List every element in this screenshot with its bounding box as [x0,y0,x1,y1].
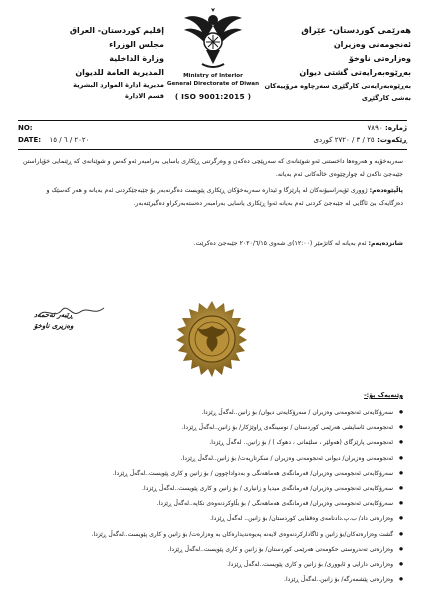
letterhead-kurdish [261,24,411,104]
body-paragraph-1 [22,155,403,181]
date-value: ٢٠٢٠ / ٦ / ١٥ [49,136,90,144]
paragraph-text: سەربەخۆیە و هەروەها داخستنی ئەو شوێنانەی کە سەرپێچی دەکەن و وەرگرتنی ڕێکاری یاسایی بەرامبەر ئەو کەس و شوێنانەی کە ڕێنمایی خۆپاراستن جێبەجێ ناکەن لە چوارچێوەی خاڵەکانی ئەم بەیانە. [22,158,403,178]
list-item: ● گشت وەزارەتەکان/بۆ زانین و ئاگادارکردنەوەی لایەنە پەیوەندیدارەکان بە وەزارەت/ بۆ زانین و کاری پێویست..لەگەڵ ڕێزدا. [22,527,403,542]
no-label: NO: [18,124,33,132]
ref-date-label: ڕێکەوت: [377,136,407,144]
copies-heading: وێنەیەک بۆ:- [364,392,403,399]
kurdish-line-5: بەڕێوەبەرایەتی کارگێڕی سەرچاوە مرۆییەکان [264,82,411,90]
number-value: ٧٨٩٠ [367,124,383,132]
kurdish-line-4: بەڕێوەبەرایەتی گشتی دیوان [299,68,411,77]
list-item: ● ئەنجومەنی پارێزگای (هەولێر ، سلێمانی ، دهوک ) / بۆ زانین.. لەگەڵ ڕێزدا. [22,435,403,450]
kurdistan-emblem-icon [182,6,244,72]
header-divider [18,120,407,121]
english-directorate: General Directorate of Diwan [166,81,260,87]
ref-row-number [18,124,407,136]
arabic-line-4: المديرية العامة للديوان [75,68,164,77]
date-field [18,136,89,144]
ref-date-field [308,136,407,144]
list-item: ● سەرۆکایەتی ئەنجومەنی وەزیران/ فەرمانگەی هەماهەنگی و بەدواداچوون / بۆ زانین و کاری پێویست..لەگەڵ ڕێزدا. [22,466,403,481]
list-item: ● وەزارەتی تەندروستی حکومەتی هەرێمی کوردستان/ بۆ زانین و کاری پێویست..لەگەڵ ڕێزدا. [22,542,403,557]
ref-divider [18,149,407,150]
ref-date-value: ٢٥ / ٣ / ٢٧٢٠ کوردی [313,136,375,144]
list-item: ● سەرۆکایەتی ئەنجومەنی وەزیران/ فەرمانگەی میدیا و زانیاری / بۆ زانین و کاری پێویست..لەگەڵ ڕێزدا. [22,481,403,496]
arabic-line-3: وزارة الداخلية [109,54,164,63]
signature-block [34,310,124,332]
copies-list [22,405,403,587]
kurdish-line-1: هەرێمی کوردستان- عێراق [301,26,411,36]
list-item: ● ئەنجومەنی ئاسایشی هەرێمی کوردستان / نوسینگەی ڕاوێژکار/ بۆ زانین..لەگەڵ ڕێزدا. [22,420,403,435]
ref-row-date [18,136,407,148]
list-item: ● سەرۆکایەتی ئەنجومەنی وەزیران/ فەرمانگەی هەماهەنگی / بۆ بڵاوکردنەوەی نکاپه..لەگەڵ ڕێزدا. [22,496,403,511]
letterhead [8,6,417,118]
paragraph-wrapper [22,237,403,250]
emblem-block [166,6,260,101]
arabic-line-6: قسم الادارة [125,92,164,100]
list-item: ● وەزارەتی پێشمەرگە/ بۆ زانین..لەگەڵ ڕێزدا. [22,572,403,587]
letterhead-arabic [14,24,164,102]
arabic-line-2: مجلس الوزراء [109,40,164,49]
arabic-line-1: إقليم كوردستان- العراق [69,26,164,35]
kurdish-line-3: وەزارەتی ناوخۆ [348,54,411,63]
list-item: ● سەرۆکایەتی ئەنجومەنی وەزیران / سەرۆکایەتی دیوان/ بۆ زانین..لەگەڵ ڕێزدا. [22,405,403,420]
paragraph-label: پاڵپێوەدەم: [369,187,403,194]
signatory-name: ڕێبەر ئەحمەد [34,311,73,319]
paragraph-wrapper [22,184,403,210]
number-label: ژمارە: [385,124,407,132]
list-item: ● وەزارەتی داد/ ب.پ.دادنامەی وەقفایی کوردستان/ بۆ زانین.. لەگەڵ ڕێزدا. [22,511,403,526]
iso-certification: ( ISO 9001:2015 ) [174,92,252,101]
number-field [362,124,407,132]
paragraph-text: ژووری ئۆپەراسیۆنەکان لە پارێزگا و ئیدارە سەربەخۆکان ڕێکاری پێویست دەگرنەبەر بۆ جێبەجێکردنی ئەم بەیانە و هەر کەسێک و دەزگایەک بێ ئاگایی لە جێبەجێ کردنی ئەم بەیانە ئەوا ڕێکاری یاسایی بەرامبەر دەستەبەرکراو دەگیرێتەبەر. [46,187,403,207]
official-seal-icon [173,300,251,378]
list-item: ● وەزارەتی دارایی و ئابووری/ بۆ زانین و کاری پێویست..لەگەڵ ڕێزدا. [22,557,403,572]
kurdish-line-2: ئەنجومەنی وەزیران [333,40,411,49]
english-ministry: Ministry of Interior [183,73,243,79]
signatory-title: وەزیری ناوخۆ [34,322,74,330]
list-item: ● ئەنجومەنی وەزیران/ دیوانی ئەنجومەنی وەزیران / سکرتاریەت/ بۆ زانین..لەگەڵ ڕێزدا. [22,451,403,466]
paragraph-label: شانزدەیەم: [368,240,403,247]
date-label: DATE: [18,136,42,144]
arabic-line-5: مديرية ادارة الموارد البشرية [73,81,164,89]
body-paragraph-3 [22,237,403,250]
body-paragraph-2 [22,184,403,210]
kurdish-line-6: بەشی کارگێڕی [361,94,411,102]
paragraph-text: ئەم بەیانە لە کاتژمێر (١٢:٠٠)ی شەوی ٢٠٢٠/٦/١٥ جێبەجێ دەکرێت. [193,240,367,247]
signature-scribble-icon [36,304,106,322]
